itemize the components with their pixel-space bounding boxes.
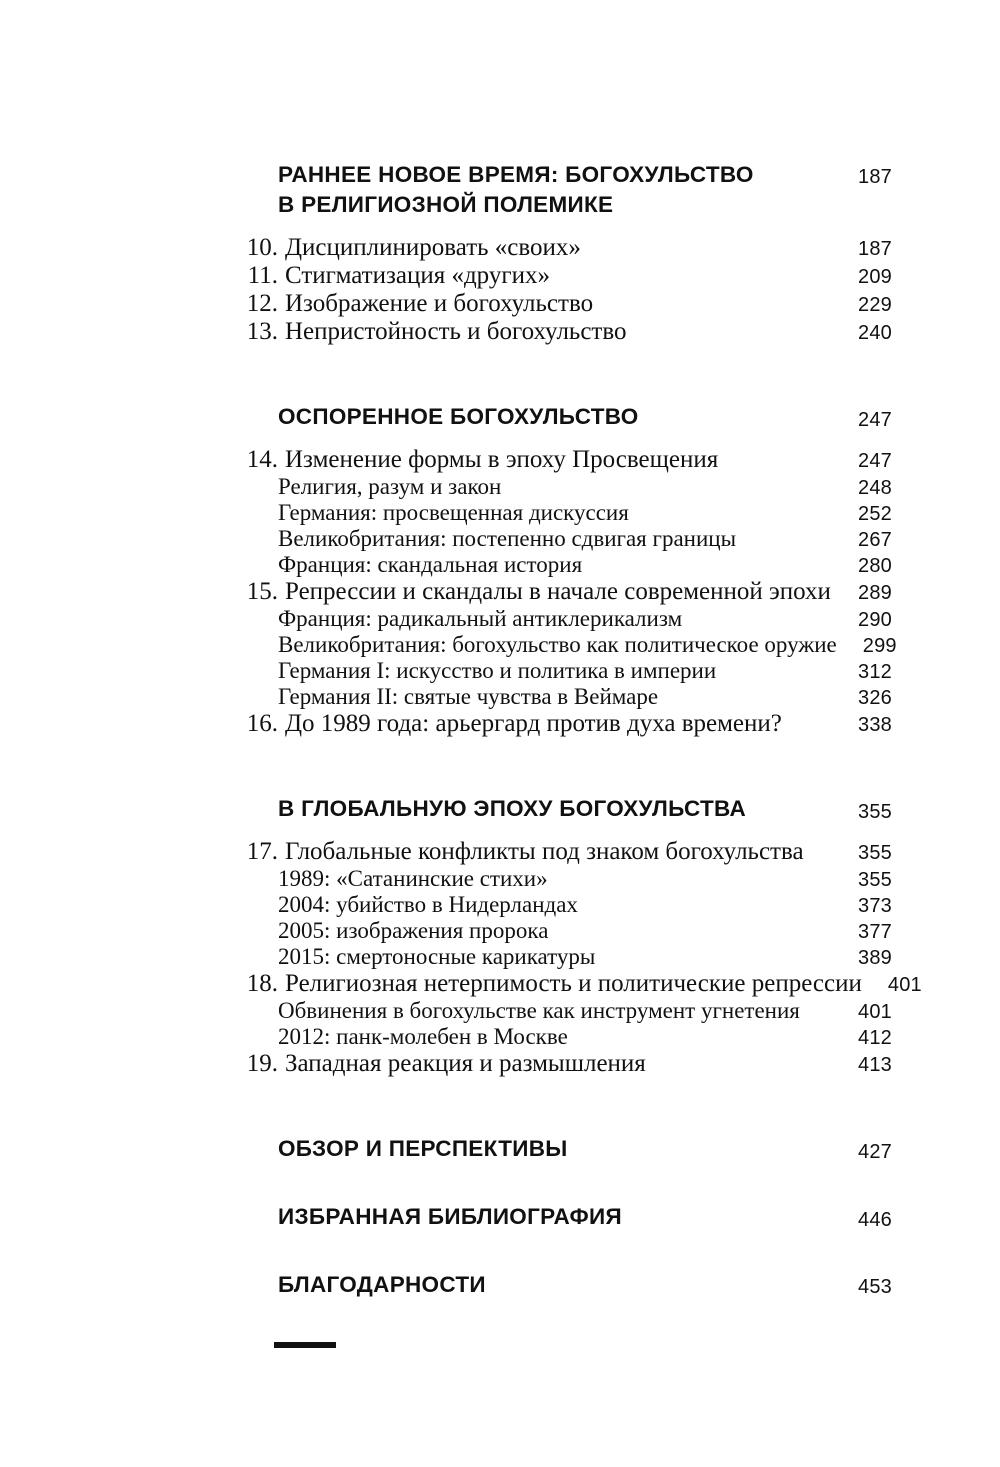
toc-section-title xyxy=(278,160,832,220)
toc-subsection-row[interactable] xyxy=(232,526,892,552)
toc-chapter-row[interactable] xyxy=(232,234,892,262)
toc-subsection-title: Обвинения в богохульстве как инструмент угнетения xyxy=(278,997,800,1023)
toc-page-number: 355 xyxy=(858,868,892,891)
toc-page-number: 401 xyxy=(858,1000,892,1023)
toc-chapter-number: 11. xyxy=(247,261,278,289)
toc-chapter-row[interactable] xyxy=(232,446,892,474)
toc-subsection-title: Франция: скандальная история xyxy=(278,551,583,577)
toc-section-heading[interactable] xyxy=(232,1202,892,1232)
toc-chapter-title: До 1989 года: арьергард против духа времени? xyxy=(285,709,782,737)
toc-chapter-row[interactable] xyxy=(232,318,892,346)
toc-section-title: ОБЗОР И ПЕРСПЕКТИВЫ xyxy=(278,1135,568,1161)
table-of-contents xyxy=(232,160,922,1299)
toc-page-number: 267 xyxy=(858,528,892,551)
toc-subsection-title: Религия, разум и закон xyxy=(278,473,502,499)
toc-section-title: ОСПОРЕННОЕ БОГОХУЛЬСТВО xyxy=(278,403,639,429)
toc-subsection-title: Великобритания: постепенно сдвигая границы xyxy=(278,525,737,551)
toc-section-title: В ГЛОБАЛЬНУЮ ЭПОХУ БОГОХУЛЬСТВА xyxy=(278,795,746,821)
toc-page-number: 355 xyxy=(858,800,892,823)
toc-section-heading xyxy=(232,794,892,824)
toc-section-heading[interactable] xyxy=(232,1270,892,1300)
toc-page-number: 389 xyxy=(858,946,892,969)
toc-page-number: 326 xyxy=(858,686,892,709)
toc-section-title: БЛАГОДАРНОСТИ xyxy=(278,1271,486,1297)
toc-chapter-number: 10. xyxy=(246,233,278,261)
toc-section-heading xyxy=(232,402,892,432)
toc-subsection-title: 2004: убийство в Нидерландах xyxy=(278,891,578,917)
toc-chapter-number: 15. xyxy=(246,577,278,605)
toc-chapter-row[interactable] xyxy=(232,1050,892,1078)
toc-chapter-row[interactable] xyxy=(232,838,892,866)
toc-chapter-title: Репрессии и скандалы в начале современной эпохи xyxy=(285,577,831,605)
toc-chapter-number: 12. xyxy=(246,289,278,317)
toc-subsection-title: 1989: «Сатанинские стихи» xyxy=(278,865,548,891)
toc-subsection-row[interactable] xyxy=(232,474,892,500)
toc-page-number: 453 xyxy=(858,1276,892,1299)
toc-subsection-title: Великобритания: богохульство как политическое оружие xyxy=(278,631,837,657)
toc-page-number: 446 xyxy=(858,1208,892,1231)
toc-page-number: 401 xyxy=(887,973,922,996)
toc-page-number: 289 xyxy=(858,581,892,604)
toc-page-number: 187 xyxy=(858,237,892,260)
toc-subsection-title: Франция: радикальный антиклерикализм xyxy=(278,605,683,631)
toc-chapter-row[interactable] xyxy=(232,578,892,606)
toc-page-number: 373 xyxy=(858,894,892,917)
toc-page-number: 412 xyxy=(858,1026,892,1049)
toc-page-number: 252 xyxy=(858,502,892,525)
toc-page-number: 413 xyxy=(858,1053,892,1076)
toc-chapter-title: Глобальные конфликты под знаком богохульства xyxy=(285,837,804,865)
toc-page-number: 240 xyxy=(858,321,892,344)
toc-chapter-row[interactable] xyxy=(232,262,892,290)
toc-subsection-row[interactable] xyxy=(232,944,892,970)
toc-subsection-row[interactable] xyxy=(232,606,892,632)
toc-subsection-row[interactable] xyxy=(232,631,897,658)
toc-chapter-number: 14. xyxy=(246,445,278,473)
toc-page-number: 312 xyxy=(858,660,892,683)
toc-chapter-row[interactable] xyxy=(232,710,892,738)
toc-chapter-title: Дисциплинировать «своих» xyxy=(285,233,581,261)
toc-page-number: 377 xyxy=(858,920,892,943)
toc-page-number: 280 xyxy=(858,554,892,577)
toc-section-heading[interactable] xyxy=(232,1134,892,1164)
toc-chapter-number: 17. xyxy=(246,837,278,865)
toc-page-number: 248 xyxy=(858,476,892,499)
toc-page-number: 290 xyxy=(858,608,892,631)
toc-subsection-row[interactable] xyxy=(232,892,892,918)
toc-page-number: 299 xyxy=(862,634,897,657)
toc-chapter-title: Стигматизация «других» xyxy=(285,261,550,289)
toc-page-number: 427 xyxy=(858,1140,892,1163)
toc-section-title-line: РАННЕЕ НОВОЕ ВРЕМЯ: БОГОХУЛЬСТВО xyxy=(278,162,754,187)
toc-subsection-title: 2012: панк-молебен в Москве xyxy=(278,1023,568,1049)
toc-section-heading xyxy=(232,160,892,220)
toc-chapter-number: 18. xyxy=(246,969,278,997)
toc-subsection-title: 2005: изображения пророка xyxy=(278,917,549,943)
toc-page-number: 338 xyxy=(858,713,892,736)
toc-page-number: 247 xyxy=(858,449,892,472)
footer-rule xyxy=(274,1342,336,1348)
toc-chapter-title: Изображение и богохульство xyxy=(285,289,594,317)
toc-section-title-line: В РЕЛИГИОЗНОЙ ПОЛЕМИКЕ xyxy=(278,191,614,217)
toc-subsection-title: Германия I: искусство и политика в империи xyxy=(278,657,717,683)
toc-subsection-title: 2015: смертоносные карикатуры xyxy=(278,943,596,969)
toc-chapter-number: 13. xyxy=(246,317,278,345)
toc-page-number: 229 xyxy=(858,293,892,316)
toc-chapter-row[interactable] xyxy=(232,290,892,318)
toc-chapter-number: 19. xyxy=(246,1049,278,1077)
toc-subsection-title: Германия: просвещенная дискуссия xyxy=(278,499,629,525)
toc-page-number: 187 xyxy=(858,165,892,188)
toc-chapter-title: Непристойность и богохульство xyxy=(285,317,627,345)
toc-subsection-row[interactable] xyxy=(232,998,892,1024)
toc-chapter-number: 16. xyxy=(246,709,278,737)
toc-subsection-row[interactable] xyxy=(232,658,892,684)
toc-chapter-row[interactable] xyxy=(232,969,922,998)
toc-subsection-row[interactable] xyxy=(232,866,892,892)
toc-page-number: 247 xyxy=(858,408,892,431)
toc-chapter-title: Религиозная нетерпимость и политические репрессии xyxy=(285,969,862,997)
toc-subsection-title: Германия II: святые чувства в Веймаре xyxy=(278,683,659,709)
toc-subsection-row[interactable] xyxy=(232,684,892,710)
toc-subsection-row[interactable] xyxy=(232,500,892,526)
toc-subsection-row[interactable] xyxy=(232,1024,892,1050)
toc-subsection-row[interactable] xyxy=(232,552,892,578)
toc-page-number: 355 xyxy=(858,841,892,864)
toc-subsection-row[interactable] xyxy=(232,918,892,944)
toc-chapter-title: Западная реакция и размышления xyxy=(285,1049,646,1077)
toc-section-title: ИЗБРАННАЯ БИБЛИОГРАФИЯ xyxy=(278,1203,622,1229)
toc-page-number: 209 xyxy=(858,265,892,288)
toc-chapter-title: Изменение формы в эпоху Просвещения xyxy=(285,445,719,473)
